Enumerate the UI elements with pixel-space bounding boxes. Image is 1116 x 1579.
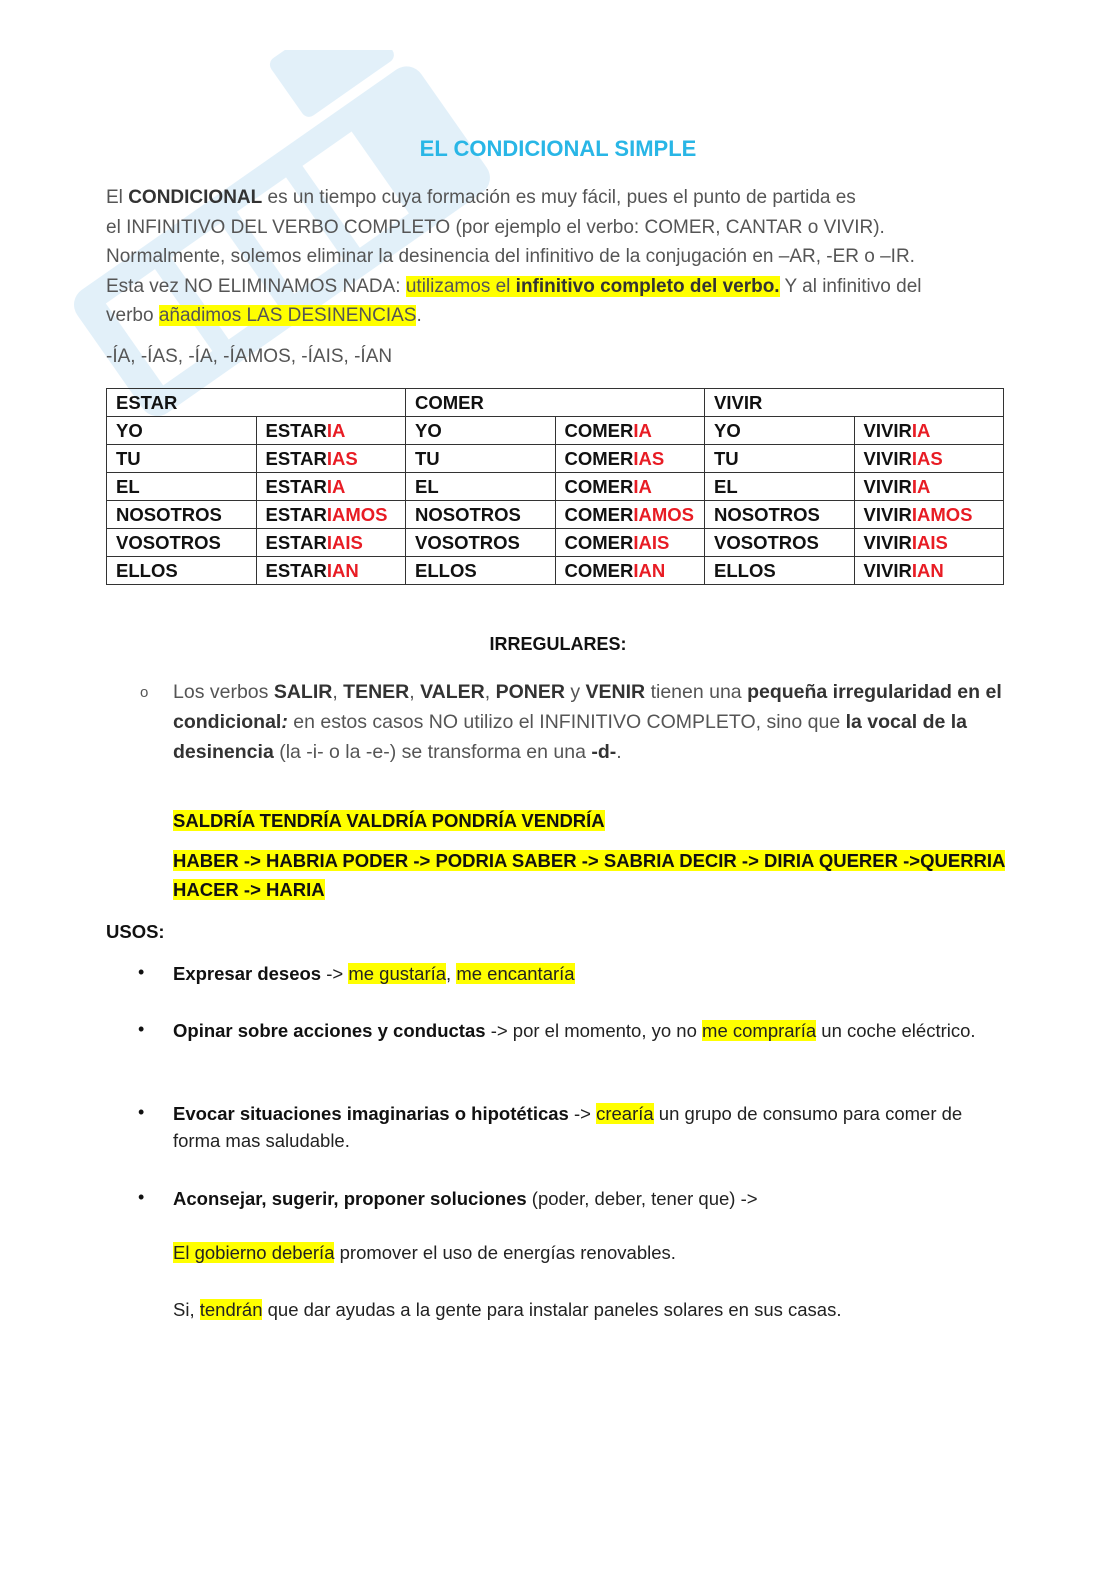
conjugated-form-cell [256,417,406,445]
irregulares-heading: IRREGULARES: [489,634,627,654]
verb-ending: IA [326,475,346,497]
verb-ending: IA [911,419,931,441]
example-ayudas: Si, tendrán que dar ayudas a la gente para instalar paneles solares en sus casas. [173,1299,842,1320]
verb-ending: IA [633,419,652,441]
table-row [107,445,1004,473]
verb-ending: IAN [326,559,359,581]
conjugated-form-cell [854,529,1004,557]
verb-stem: COMER [564,419,634,441]
conjugated-form-cell [256,529,406,557]
conjugated-form-cell [854,473,1004,501]
conjugated-form-cell [555,417,705,445]
verb-ending: IA [911,475,931,497]
table-row [107,529,1004,557]
use-item-evocar: Evocar situaciones imaginarias o hipotéticas -> crearía un grupo de consumo para comer de forma mas saludable. [173,1103,963,1151]
conjugated-form-cell [854,417,1004,445]
pronoun-cell: TU [705,445,855,473]
verb-stem: ESTAR [265,559,327,581]
verb-stem: VIVIR [863,419,912,441]
conjugated-form-cell [555,473,705,501]
verb-ending: IAS [633,447,665,469]
conjugated-form-cell [854,445,1004,473]
verb-ending: IAS [326,447,358,469]
use-item-aconsejar: Aconsejar, sugerir, proponer soluciones (poder, deber, tener que) -> [173,1188,758,1209]
verb-header: COMER [406,389,705,417]
verb-stem: VIVIR [863,447,912,469]
verb-ending: IAMOS [911,503,973,525]
verb-stem: ESTAR [265,531,327,553]
pronoun-cell: EL [107,473,257,501]
verb-stem: COMER [564,503,634,525]
verb-ending: IAIS [633,531,670,553]
conjugated-form-cell [256,445,406,473]
irregular-forms: SALDRÍA TENDRÍA VALDRÍA PONDRÍA VENDRÍA [173,810,605,831]
conjugation-table [106,388,1004,585]
verb-ending: IAN [911,559,944,581]
pronoun-cell: ELLOS [107,557,257,585]
verb-stem: COMER [564,447,634,469]
verb-stem: VIVIR [863,559,912,581]
verb-ending: IAIS [911,531,948,553]
bullet-icon: • [138,962,145,982]
verb-stem: ESTAR [265,475,327,497]
verb-stem: VIVIR [863,475,912,497]
verb-stem: ESTAR [265,447,327,469]
conjugated-form-cell [256,473,406,501]
circle-bullet-icon: o [140,684,149,701]
intro-paragraph: El CONDICIONAL es un tiempo cuya formación es muy fácil, pues el punto de partida es el INFINITIVO DEL VERBO COMPLETO (por ejemplo el verbo: COMER, CANTAR o VIVIR). Normalmente, solemos eliminar la desinencia del infinitivo de la conjugación en –AR, -ER o –IR. Esta vez NO ELIMINAMOS NADA: utilizamos el infinitivo completo del verbo. Y al infinitivo del verbo añadimos LAS DESINENCIAS. [106,187,922,326]
pronoun-cell: TU [406,445,556,473]
verb-stem: VIVIR [863,503,912,525]
pronoun-cell: VOSOTROS [107,529,257,557]
bullet-icon: • [138,1019,145,1039]
conjugated-form-cell [854,501,1004,529]
verb-header: ESTAR [107,389,406,417]
conjugated-form-cell [555,445,705,473]
endings-list: -ÍA, -ÍAS, -ÍA, -ÍAMOS, -ÍAIS, -ÍAN [106,346,393,367]
use-item-opinar: Opinar sobre acciones y conductas -> por el momento, yo no me compraría un coche eléctrico. [173,1020,976,1041]
pronoun-cell: NOSOTROS [705,501,855,529]
verb-header: VIVIR [705,389,1004,417]
verb-stem: ESTAR [265,419,327,441]
conjugated-form-cell [555,557,705,585]
verb-ending: IAIS [326,531,363,553]
pronoun-cell: ELLOS [406,557,556,585]
verb-ending: IA [633,475,652,497]
pronoun-cell: VOSOTROS [406,529,556,557]
table-header-row [107,389,1004,417]
pronoun-cell: YO [406,417,556,445]
other-irregulars-line-2: HACER -> HARIA [173,879,325,900]
pronoun-cell: EL [406,473,556,501]
verb-ending: IAMOS [326,503,388,525]
pronoun-cell: NOSOTROS [406,501,556,529]
pronoun-cell: NOSOTROS [107,501,257,529]
verb-ending: IAMOS [633,503,695,525]
verb-stem: COMER [564,475,634,497]
conjugated-form-cell [256,501,406,529]
irregulares-paragraph: Los verbos SALIR, TENER, VALER, PONER y VENIR tienen una pequeña irregularidad en el condicional: en estos casos NO utilizo el INFINITIVO COMPLETO, sino que la vocal de la desinencia (la -i- o la -e-) se transforma en una -d-. [173,681,1002,763]
verb-stem: VIVIR [863,531,912,553]
verb-stem: ESTAR [265,503,327,525]
other-irregulars-line-1: HABER -> HABRIA PODER -> PODRIA SABER -> SABRIA DECIR -> DIRIA QUERER ->QUERRIA [173,850,1006,871]
table-row [107,557,1004,585]
bullet-icon: • [138,1102,145,1122]
pronoun-cell: EL [705,473,855,501]
verb-ending: IA [326,419,346,441]
page-title: EL CONDICIONAL SIMPLE [419,136,697,161]
use-item-deseos: Expresar deseos -> me gustaría, me encantaría [173,963,575,984]
conjugated-form-cell [854,557,1004,585]
conjugated-form-cell [555,529,705,557]
conjugated-form-cell [256,557,406,585]
bullet-icon: • [138,1187,145,1207]
table-row [107,417,1004,445]
verb-ending: IAN [633,559,666,581]
usos-heading: USOS: [106,921,165,942]
pronoun-cell: VOSOTROS [705,529,855,557]
table-row [107,473,1004,501]
conjugated-form-cell [555,501,705,529]
pronoun-cell: TU [107,445,257,473]
verb-stem: COMER [564,531,634,553]
verb-stem: COMER [564,559,634,581]
example-gobierno: El gobierno debería promover el uso de energías renovables. [173,1242,676,1263]
pronoun-cell: YO [705,417,855,445]
table-row [107,501,1004,529]
pronoun-cell: ELLOS [705,557,855,585]
pronoun-cell: YO [107,417,257,445]
verb-ending: IAS [911,447,943,469]
